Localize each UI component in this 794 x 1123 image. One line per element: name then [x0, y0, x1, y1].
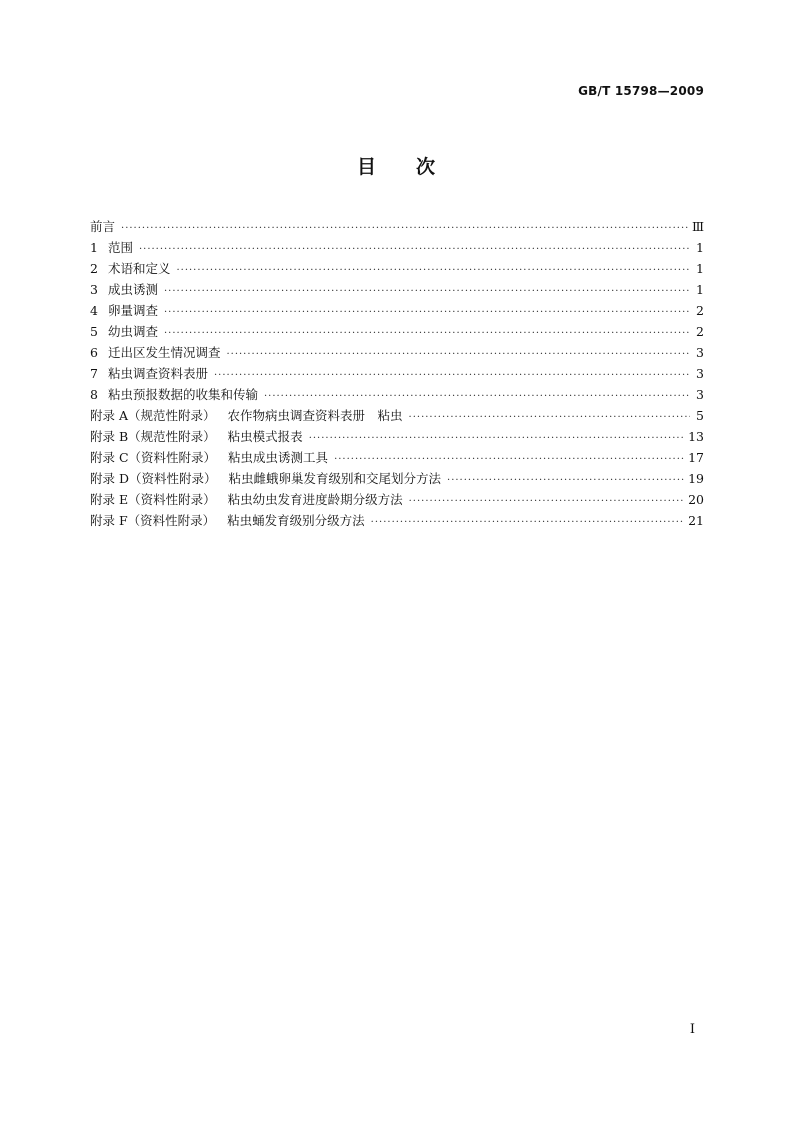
toc-entry-label-group: [90, 447, 334, 468]
leader-dots: [409, 491, 684, 512]
toc-entry-label: 粘虫模式报表: [227, 429, 303, 444]
toc-entry-label-group: [90, 489, 409, 510]
leader-dots: [334, 449, 684, 470]
toc-entry-number: 8: [90, 387, 98, 402]
toc-annex-prefix: 附录 A（规范性附录）: [90, 408, 216, 423]
title-char-1: 目: [356, 156, 378, 178]
toc-entry-number: 5: [90, 324, 98, 339]
toc-entry-6[interactable]: [90, 342, 704, 363]
leader-dots: [264, 386, 690, 407]
toc-entry-page: 20: [688, 492, 704, 507]
toc-entry-label-group: [90, 510, 371, 531]
toc-entry-number: 3: [90, 282, 98, 297]
toc-entry-annex-f[interactable]: [90, 510, 704, 531]
toc-annex-prefix: 附录 B（规范性附录）: [90, 429, 216, 444]
toc-entry-label: 农作物病虫调查资料表册 粘虫: [227, 408, 403, 423]
leader-dots: [164, 302, 690, 323]
toc-entry-page: 3: [696, 387, 704, 402]
toc-entry-4[interactable]: [90, 300, 704, 321]
toc-entry-2[interactable]: [90, 258, 704, 279]
leader-dots: [371, 512, 684, 533]
toc-entry-number: 6: [90, 345, 98, 360]
toc-entry-1[interactable]: [90, 237, 704, 258]
toc-entry-label-group: [90, 279, 164, 300]
toc-entry-number: 4: [90, 303, 98, 318]
toc-entry-page: 3: [696, 345, 704, 360]
toc-entry-label: 粘虫预报数据的收集和传输: [107, 387, 258, 402]
toc-entry-page: 2: [696, 303, 704, 318]
toc-entry-annex-c[interactable]: [90, 447, 704, 468]
toc-entry-page: 1: [696, 261, 704, 276]
leader-dots: [164, 281, 690, 302]
toc-entry-label: 成虫诱测: [107, 282, 158, 297]
leader-dots: [226, 344, 690, 365]
leader-dots: [121, 218, 688, 239]
toc-entry-label-group: [90, 258, 176, 279]
table-of-contents: [90, 216, 704, 531]
toc-entry-annex-b[interactable]: [90, 426, 704, 447]
toc-entry-number: 1: [90, 240, 98, 255]
toc-entry-page: 13: [688, 429, 704, 444]
toc-entry-label-group: [90, 342, 226, 363]
toc-entry-page: 17: [688, 450, 704, 465]
toc-entry-number: 7: [90, 366, 98, 381]
toc-entry-annex-a[interactable]: [90, 405, 704, 426]
leader-dots: [139, 239, 690, 260]
leader-dots: [214, 365, 690, 386]
leader-dots: [164, 323, 690, 344]
toc-entry-label: 前言: [90, 219, 116, 234]
toc-entry-label: 幼虫调查: [107, 324, 158, 339]
toc-entry-label-group: [90, 468, 447, 489]
toc-entry-label: 术语和定义: [107, 261, 171, 276]
toc-annex-prefix: 附录 D（资料性附录）: [90, 471, 217, 486]
toc-entry-page: 1: [696, 282, 704, 297]
toc-entry-page: 5: [696, 408, 704, 423]
toc-annex-prefix: 附录 E（资料性附录）: [90, 492, 216, 507]
toc-entry-label: 迁出区发生情况调查: [107, 345, 221, 360]
toc-entry-label: 粘虫雌蛾卵巢发育级别和交尾划分方法: [228, 471, 442, 486]
page-number: I: [689, 1022, 695, 1037]
toc-entry-8[interactable]: [90, 384, 704, 405]
leader-dots: [176, 260, 690, 281]
toc-entry-label: 粘虫调查资料表册: [107, 366, 208, 381]
toc-annex-prefix: 附录 F（资料性附录）: [90, 513, 216, 528]
leader-dots: [409, 407, 690, 428]
toc-entry-page: 19: [688, 471, 704, 486]
toc-entry-label-group: [90, 426, 309, 447]
toc-entry-annex-e[interactable]: [90, 489, 704, 510]
toc-entry-5[interactable]: [90, 321, 704, 342]
toc-entry-page: Ⅲ: [691, 219, 704, 234]
toc-entry-label-group: [90, 321, 164, 342]
toc-entry-page: 2: [696, 324, 704, 339]
toc-entry-page: 3: [696, 366, 704, 381]
leader-dots: [447, 470, 684, 491]
toc-entry-label: 粘虫蛹发育级别分级方法: [227, 513, 365, 528]
toc-entry-page: 21: [688, 513, 704, 528]
toc-entry-label: 卵量调查: [107, 303, 158, 318]
toc-entry-annex-d[interactable]: [90, 468, 704, 489]
toc-entry-3[interactable]: [90, 279, 704, 300]
leader-dots: [309, 428, 684, 449]
toc-entry-7[interactable]: [90, 363, 704, 384]
toc-entry-label-group: [90, 405, 409, 426]
page-title: [0, 152, 794, 179]
toc-entry-page: 1: [696, 240, 704, 255]
toc-annex-prefix: 附录 C（资料性附录）: [90, 450, 217, 465]
title-char-2: 次: [416, 156, 438, 178]
toc-entry-label-group: [90, 237, 139, 258]
toc-entry-label-group: [90, 384, 264, 405]
toc-entry-number: 2: [90, 261, 98, 276]
toc-entry-label: 粘虫幼虫发育进度龄期分级方法: [227, 492, 403, 507]
toc-entry-label-group: [90, 363, 214, 384]
toc-entry-label: 范围: [107, 240, 133, 255]
toc-entry-foreword[interactable]: [90, 216, 704, 237]
toc-entry-label-group: [90, 300, 164, 321]
document-code: GB/T 15798—2009: [578, 84, 704, 98]
toc-entry-label: 粘虫成虫诱测工具: [228, 450, 329, 465]
